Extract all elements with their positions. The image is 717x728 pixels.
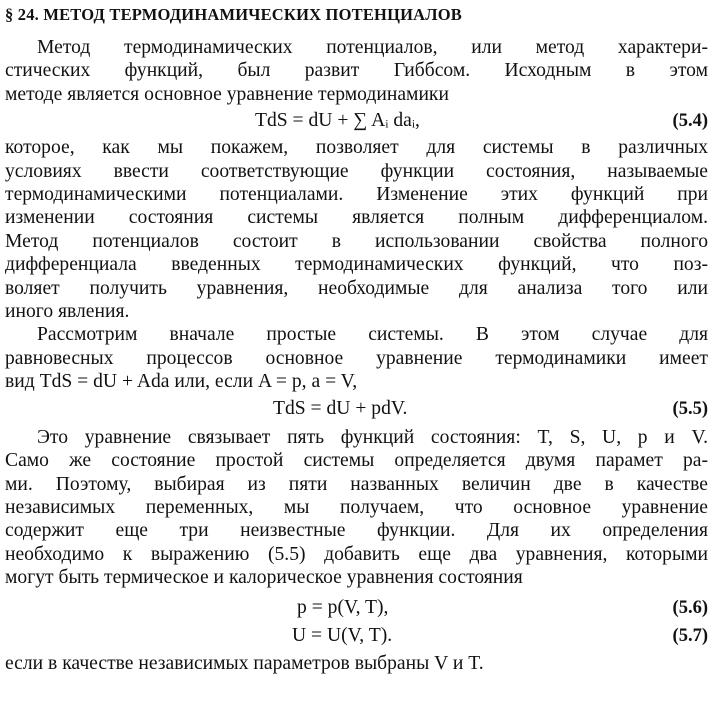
text-line: изменении состояния системы является полным дифференциалом.	[5, 207, 708, 229]
equation-text: TdS = dU + ∑ Aᵢ daᵢ,	[255, 110, 420, 132]
text-line: которое, как мы покажем, позволяет для системы в различных	[5, 137, 708, 159]
equation-text: TdS = dU + pdV.	[273, 397, 408, 419]
text-line: если в качестве независимых параметров выбраны V и T.	[5, 652, 484, 674]
text-line: ми. Поэтому, выбирая из пяти названных величин две в качестве	[5, 473, 708, 495]
text-line: Метод потенциалов состоит в использовании свойства полного	[5, 230, 708, 252]
text-line: дифференциала введенных термодинамических функций, что поз-	[5, 254, 708, 276]
equation-5-4	[5, 106, 708, 136]
page	[5, 2, 708, 675]
equation-text: p = p(V, T),	[297, 596, 389, 618]
text-line: необходимо к выражению (5.5) добавить еще два уравнения, которыми	[5, 543, 708, 565]
equation-number: (5.4)	[672, 111, 708, 132]
text-line: Метод термодинамических потенциалов, или метод характери-	[37, 37, 708, 58]
paragraph-intro	[5, 36, 708, 106]
text-line: независимых переменных, мы получаем, что основное уравнение	[5, 496, 708, 518]
text-line: иного явления.	[5, 301, 130, 323]
text-line: равновесных процессов основное уравнение термодинамики имеет	[5, 347, 708, 369]
text-line: могут быть термическое и калорическое уравнения состояния	[5, 567, 523, 589]
text-line: термодинамическими потенциалами. Изменение этих функций при	[5, 184, 708, 206]
paragraph-conclusion	[5, 652, 708, 675]
text-line: методе является основное уравнение термодинамики	[5, 83, 449, 105]
text-line: содержит еще три неизвестные функции. Для их определения	[5, 520, 708, 542]
equation-5-5	[5, 394, 708, 424]
text-line: условиях ввести соответствующие функции состояния, называемые	[5, 160, 708, 182]
equation-number: (5.5)	[672, 398, 708, 419]
text-line: Это уравнение связывает пять функций состояния: T, S, U, p и V.	[37, 426, 708, 448]
text-line: воляет получить уравнения, необходимые для анализа того или	[5, 277, 708, 299]
equation-5-6	[5, 594, 708, 622]
text-line: стических функций, был развит Гиббсом. Исходным в этом	[5, 60, 708, 82]
text-line: Рассмотрим вначале простые системы. В этом случае для	[37, 324, 708, 346]
paragraph-simple-systems	[5, 323, 708, 393]
equation-number: (5.7)	[672, 625, 708, 646]
equation-text: U = U(V, T).	[292, 624, 393, 646]
text-line: вид TdS = dU + Ada или, если A = p, a = V,	[5, 371, 358, 393]
paragraph-potentials	[5, 136, 708, 323]
equation-5-7	[5, 622, 708, 650]
equation-number: (5.6)	[672, 597, 708, 618]
text-line: Само же состояние простой системы определяется двумя парамет ра-	[5, 450, 708, 472]
section-heading: § 24. МЕТОД ТЕРМОДИНАМИЧЕСКИХ ПОТЕНЦИАЛОВ	[5, 5, 462, 24]
paragraph-state-functions	[5, 426, 708, 590]
